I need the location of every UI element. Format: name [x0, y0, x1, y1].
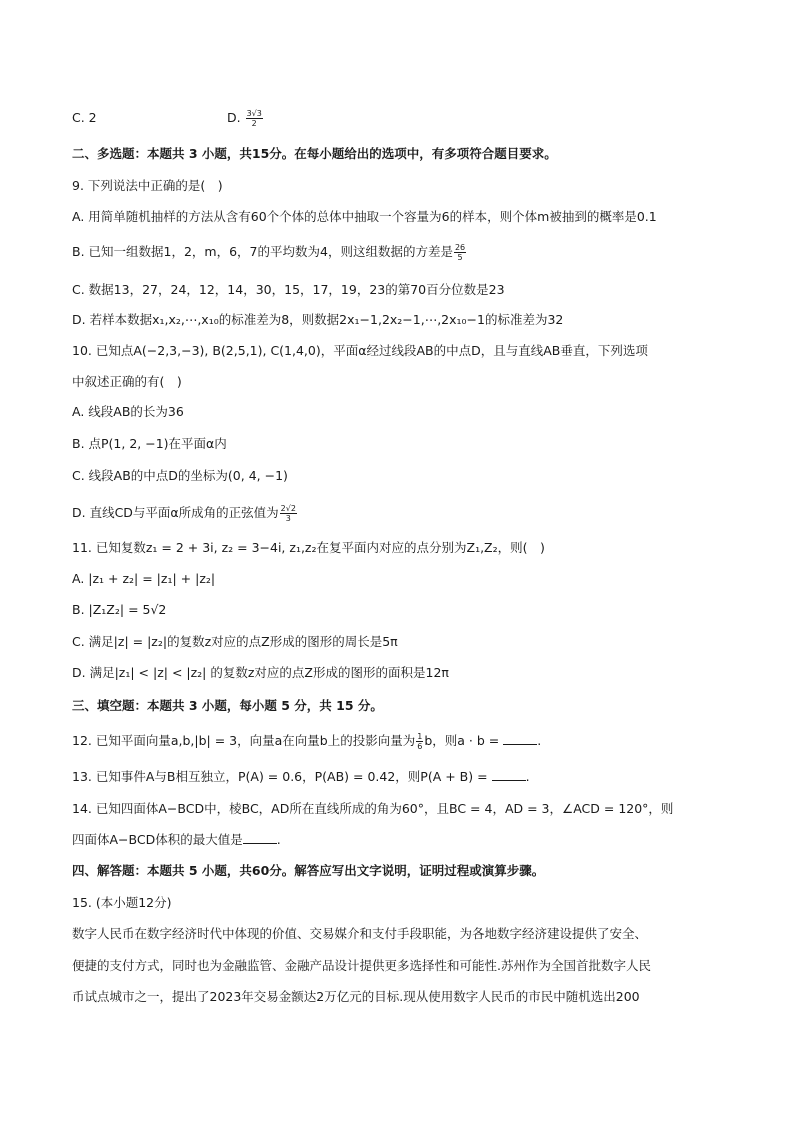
q13-text: 13. 已知事件A与B相互独立，P(A) = 0.6，P(AB) = 0.42，则P(A + B) = . [72, 769, 530, 784]
q10-option-b: B. 点P(1, 2, −1)在平面α内 [72, 436, 227, 451]
q14-line2: 四面体A−BCD体积的最大值是 . [72, 832, 281, 847]
q15-heading: 15. (本小题12分) [72, 895, 172, 910]
answer-blank[interactable] [503, 732, 537, 745]
answer-blank[interactable] [243, 831, 277, 844]
q10-option-d: D. 直线CD与平面α所成角的正弦值为 $\frac{2√2}{3}$ [72, 504, 296, 523]
q8-option-d: D. $\frac{3√3}{2}$ [227, 109, 262, 128]
q10-stem-line2: 中叙述正确的有( ) [72, 374, 182, 389]
q15-paragraph-line1: 数字人民币在数字经济时代中体现的价值、交易媒介和支付手段职能，为各地数字经济建设提供了安全、 [72, 926, 648, 941]
q9-option-d: D. 若样本数据x₁,x₂,⋯,x₁₀的标准差为8，则数据2x₁−1,2x₂−1,⋯,2x₁₀−1的标准差为32 [72, 312, 564, 327]
q10-option-c: C. 线段AB的中点D的坐标为(0, 4, −1) [72, 468, 288, 483]
fraction: $\frac{1}{6}$ [417, 732, 423, 751]
q11-option-c: C. 满足|z| = |z₂|的复数z对应的点Z形成的图形的周长是5π [72, 634, 398, 649]
q15-paragraph-line3: 币试点城市之一，提出了2023年交易金额达2万亿元的目标.现从使用数字人民币的市民中随机选出200 [72, 989, 640, 1004]
q15-paragraph-line2: 便捷的支付方式，同时也为金融监管、金融产品设计提供更多选择性和可能性.苏州作为全国首批数字人民 [72, 958, 651, 973]
q9-stem: 9. 下列说法中正确的是( ) [72, 178, 223, 193]
section-3-heading: 三、填空题：本题共 3 小题，每小题 5 分，共 15 分。 [72, 698, 383, 713]
fraction: $\frac{3√3}{2}$ [246, 109, 262, 128]
fraction: $\frac{2√2}{3}$ [280, 504, 296, 523]
q9-option-a: A. 用简单随机抽样的方法从含有60个个体的总体中抽取一个容量为6的样本，则个体m被抽到的概率是0.1 [72, 209, 657, 224]
q11-option-a: A. |z₁ + z₂| = |z₁| + |z₂| [72, 571, 216, 586]
q11-option-d: D. 满足|z₁| < |z| < |z₂| 的复数z对应的点Z形成的图形的面积是12π [72, 665, 449, 680]
section-4-heading: 四、解答题：本题共 5 小题，共60分。解答应写出文字说明，证明过程或演算步骤。 [72, 863, 545, 878]
q11-stem: 11. 已知复数z₁ = 2 + 3i, z₂ = 3−4i, z₁,z₂在复平面内对应的点分别为Z₁,Z₂，则( ) [72, 540, 545, 555]
q12-text: 12. 已知平面向量a,b,|b| = 3，向量a在向量b上的投影向量为 $\frac{1}{6}$ b，则a · b = . [72, 732, 542, 751]
q10-stem-line1: 10. 已知点A(−2,3,−3), B(2,5,1), C(1,4,0)，平面α经过线段AB的中点D，且与直线AB垂直，下列选项 [72, 343, 648, 358]
section-2-heading: 二、多选题：本题共 3 小题，共15分。在每小题给出的选项中，有多项符合题目要求。 [72, 146, 557, 161]
answer-blank[interactable] [492, 768, 526, 781]
q11-option-b: B. |Z₁Z₂| = 5√2 [72, 602, 167, 617]
q8-option-c: C. 2 [72, 110, 97, 125]
q9-option-c: C. 数据13，27，24，12，14，30，15，17，19，23的第70百分位数是23 [72, 282, 505, 297]
q14-line1: 14. 已知四面体A−BCD中，棱BC，AD所在直线所成的角为60°，且BC = 4，AD = 3，∠ACD = 120°，则 [72, 801, 674, 816]
fraction: $\frac{26}{5}$ [454, 243, 466, 262]
q9-option-b: B. 已知一组数据1，2，m，6，7的平均数为4，则这组数据的方差是 $\frac{26}{5}$ [72, 243, 466, 262]
q10-option-a: A. 线段AB的长为36 [72, 404, 184, 419]
